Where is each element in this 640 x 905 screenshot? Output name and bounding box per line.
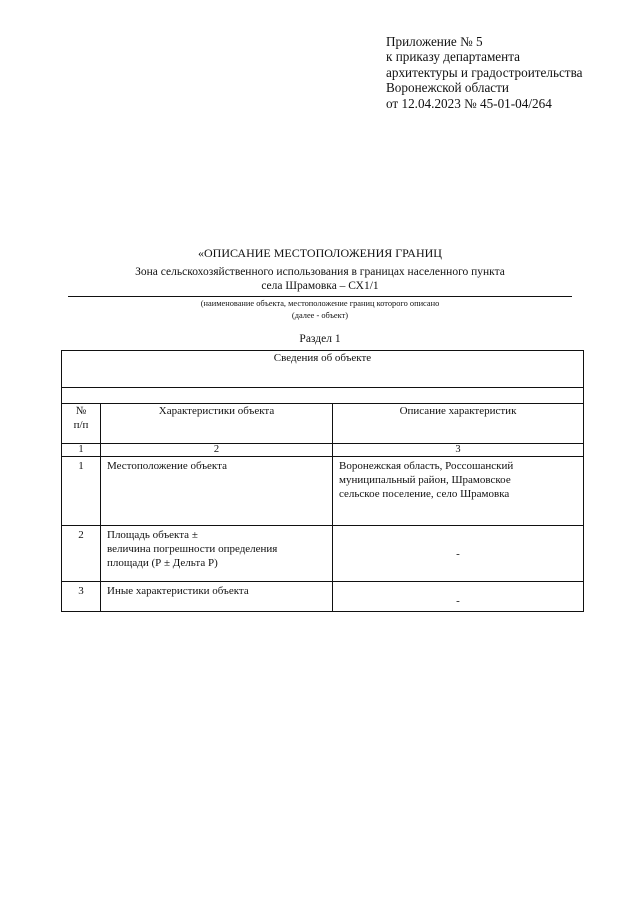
table-row	[62, 582, 584, 612]
header-description: Описание характеристик	[333, 404, 584, 444]
row-characteristic	[101, 582, 333, 612]
row-number: 2	[62, 526, 101, 582]
column-number: 2	[101, 444, 333, 457]
section-label: Раздел 1	[299, 333, 341, 345]
appendix-line: к приказу департамента	[386, 49, 520, 65]
table-row	[62, 526, 584, 582]
caption-line: (наименование объекта, местоположение границ которого описано	[200, 299, 440, 308]
characteristic-line: величина погрешности определения	[107, 543, 278, 555]
table-spacer-cell	[62, 388, 584, 404]
header-number-symbol: №	[75, 405, 87, 417]
column-number: 3	[333, 444, 584, 457]
appendix-line: от 12.04.2023 № 45-01-04/264	[386, 95, 552, 111]
characteristic-line: Площадь объекта ±	[107, 529, 198, 541]
underline-rule	[68, 296, 572, 297]
object-name-caption	[0, 298, 640, 321]
document-title: «ОПИСАНИЕ МЕСТОПОЛОЖЕНИЯ ГРАНИЦ	[198, 246, 442, 260]
characteristic-line: площади (Р ± Дельта Р)	[107, 557, 218, 569]
appendix-reference	[386, 34, 626, 111]
row-description: -	[333, 526, 584, 582]
column-numbers-row	[62, 444, 584, 457]
document-header	[0, 246, 640, 293]
object-name-line: села Шрамовка – СХ1/1	[261, 280, 379, 292]
caption-line: (далее - объект)	[291, 310, 349, 320]
description-line: муниципальный район, Шрамовское	[339, 474, 511, 486]
appendix-line: архитектуры и градостроительства	[386, 64, 583, 80]
row-description	[333, 457, 584, 526]
row-description: -	[333, 582, 584, 612]
row-characteristic	[101, 526, 333, 582]
column-number: 1	[62, 444, 101, 457]
object-name	[0, 265, 640, 293]
characteristic-line: Местоположение объекта	[107, 460, 227, 472]
table-row	[62, 457, 584, 526]
row-number: 3	[62, 582, 101, 612]
object-info-table	[61, 350, 584, 612]
row-characteristic	[101, 457, 333, 526]
characteristic-line: Иные характеристики объекта	[107, 585, 249, 597]
header-characteristic: Характеристики объекта	[101, 404, 333, 444]
table-title-row	[62, 351, 584, 388]
header-number	[62, 404, 101, 444]
row-number: 1	[62, 457, 101, 526]
table-title: Сведения об объекте	[62, 351, 584, 388]
header-number-abbr: п/п	[73, 419, 89, 431]
description-line: Воронежская область, Россошанский	[339, 460, 514, 472]
table-spacer-row	[62, 388, 584, 404]
table-header-row	[62, 404, 584, 444]
appendix-line: Воронежской области	[386, 80, 509, 96]
description-line: сельское поселение, село Шрамовка	[339, 488, 510, 500]
object-name-line: Зона сельскохозяйственного использования в границах населенного пункта	[135, 266, 505, 278]
appendix-line: Приложение № 5	[386, 34, 483, 49]
